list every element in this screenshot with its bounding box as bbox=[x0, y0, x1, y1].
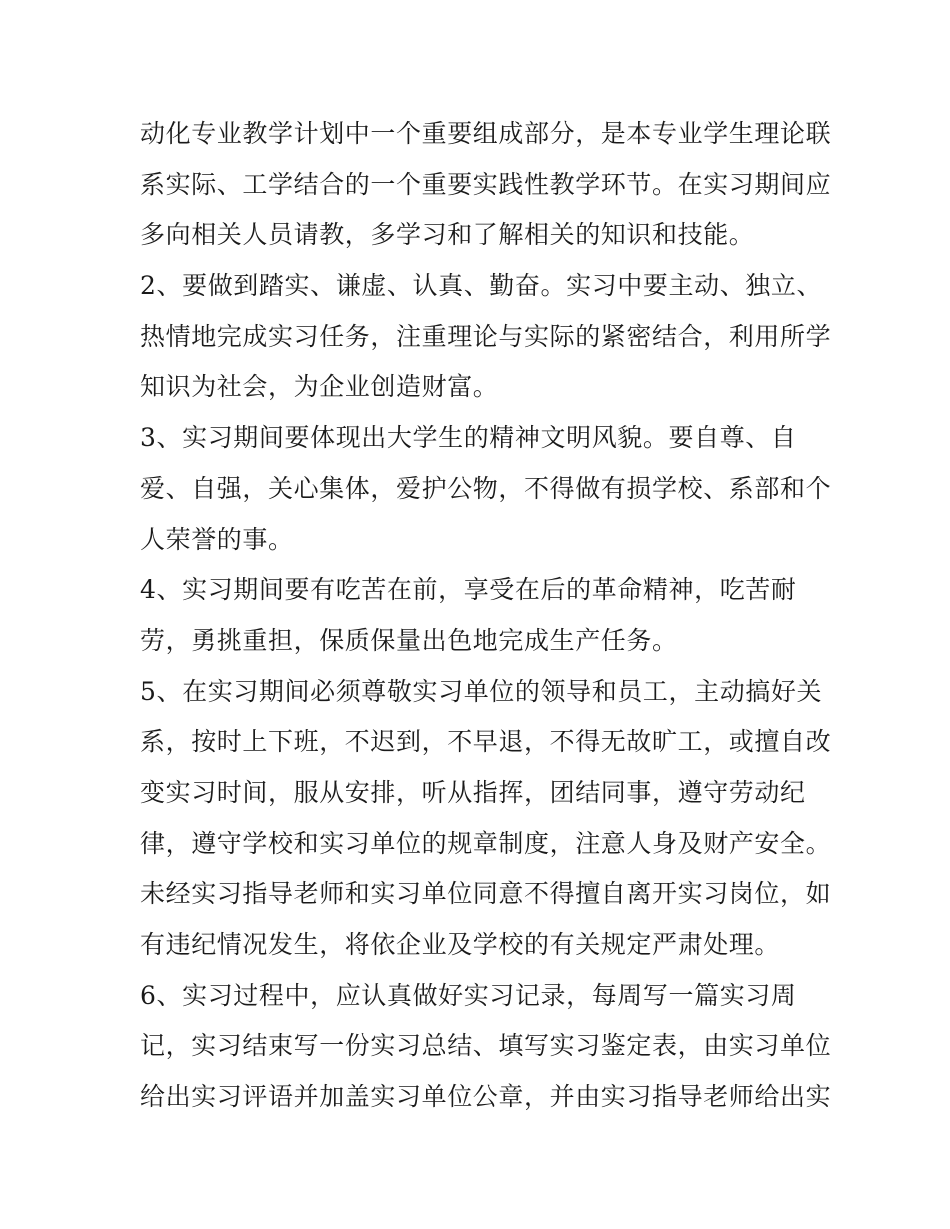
text-line: 劳，勇挑重担，保质保量出色地完成生产任务。 bbox=[140, 625, 678, 655]
text-line: 动化专业教学计划中一个重要组成部分，是本专业学生理论联 bbox=[140, 119, 832, 148]
text-line: 6、实习过程中，应认真做好实习记录，每周写一篇实习周 bbox=[140, 980, 797, 1010]
text-line: 多向相关人员请教，多学习和了解相关的知识和技能。 bbox=[140, 220, 755, 250]
text-line: 爱、自强，关心集体，爱护公物，不得做有损学校、系部和个 bbox=[140, 473, 832, 503]
text-line: 系实际、工学结合的一个重要实践性教学环节。在实习期间应 bbox=[140, 169, 832, 199]
text-line: 给出实习评语并加盖实习单位公章，并由实习指导老师给出实 bbox=[140, 1082, 832, 1112]
text-line: 4、实习期间要有吃苦在前，享受在后的革命精神，吃苦耐 bbox=[140, 575, 797, 605]
text-line: 3、实习期间要体现出大学生的精神文明风貌。要自尊、自 bbox=[140, 423, 797, 453]
text-line: 2、要做到踏实、谦虚、认真、勤奋。实习中要主动、独立、 bbox=[140, 271, 823, 301]
text-line: 热情地完成实习任务，注重理论与实际的紧密结合，利用所学 bbox=[140, 321, 832, 351]
text-line: 5、在实习期间必须尊敬实习单位的领导和员工，主动搞好关 bbox=[140, 676, 823, 706]
text-line: 变实习时间，服从安排，听从指挥，团结同事，遵守劳动纪 bbox=[140, 777, 806, 807]
text-line: 有违纪情况发生，将依企业及学校的有关规定严肃处理。 bbox=[140, 930, 781, 959]
text-line: 律，遵守学校和实习单位的规章制度，注意人身及财产安全。 bbox=[140, 828, 832, 858]
text-line: 系，按时上下班，不迟到，不早退，不得无故旷工，或擅自改 bbox=[140, 727, 832, 757]
body-text bbox=[140, 109, 830, 1123]
text-line: 未经实习指导老师和实习单位同意不得擅自离开实习岗位，如 bbox=[140, 879, 832, 909]
text-line: 知识为社会，为企业创造财富。 bbox=[140, 372, 499, 402]
text-line: 记，实习结束写一份实习总结、填写实习鉴定表，由实习单位 bbox=[140, 1031, 832, 1061]
text-line: 人荣誉的事。 bbox=[140, 524, 294, 554]
